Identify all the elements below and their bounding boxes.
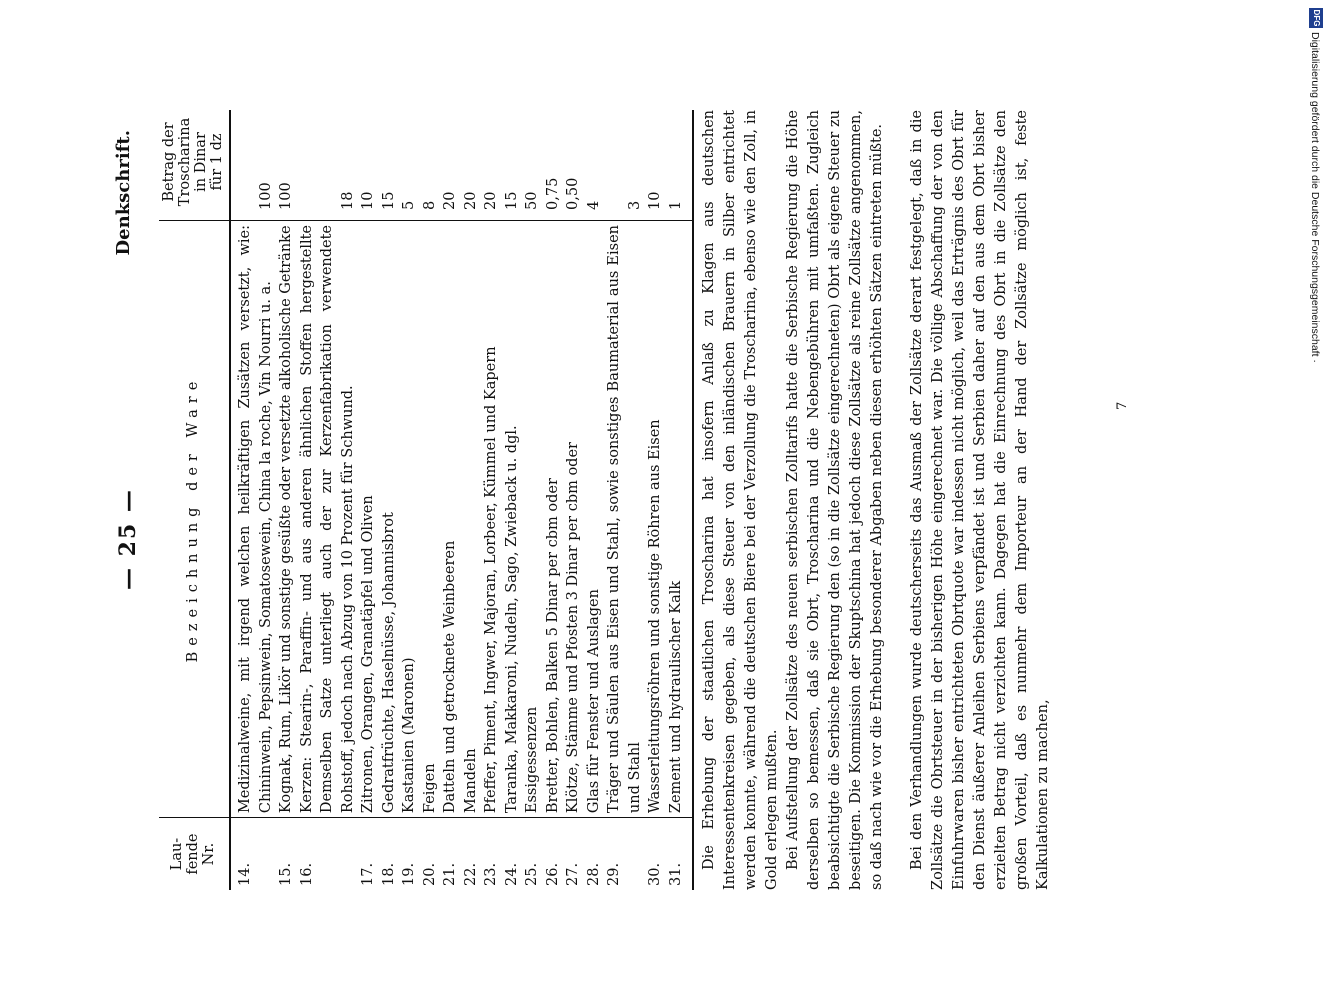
row-amount: 100 — [257, 182, 274, 210]
row-description: Kastanien (Maronen) — [399, 220, 420, 817]
table-row — [461, 110, 482, 890]
row-description: Glas für Fenster und Auslagen — [584, 220, 605, 817]
row-number: 16. — [297, 818, 359, 890]
row-amount: 20 — [442, 191, 458, 210]
table-row — [522, 110, 543, 890]
row-description: Taranka, Makkaroni, Nudeln, Sago, Zwieback u. dgl. — [502, 220, 523, 817]
tariff-table — [159, 110, 694, 890]
sheet-signature: 7 — [1115, 401, 1130, 410]
row-amount: 5 — [401, 200, 417, 210]
col-header-nr: Lau- fende Nr. — [159, 818, 230, 890]
table-row — [399, 110, 420, 890]
row-description: Pfeffer, Piment, Ingwer, Majoran, Lorbeer, Kümmel und Kapern — [481, 220, 502, 817]
row-amount: 0,75 — [544, 177, 561, 210]
table-row — [358, 110, 379, 890]
paragraph: Bei den Verhandlungen wurde deutscherseits das Ausmaß der Zollsätze derart festgelegt, daß in die Zollsätze die Obrtsteuer in der bisherigen Höhe eingerechnet war. Die völlige Abschaffung der von den Einfuhrwaren bisher entrichteten Obrtquote war indessen nicht möglich, weil das Erträgnis des Obrt für den Dienst äußerer Anleihen Serbiens verpfändet ist und Serbien daher auf den aus dem Obrt bisher erzielten Betrag nicht verzichten kann. Dagegen hat die Einrechnung des Obrt in die Zollsätze den großen Vorteil, daß es nunmehr dem Importeur an der Hand der Zollsätze möglich ist, feste Kalkulationen zu machen, — [909, 110, 1051, 890]
row-number: 17. — [358, 818, 379, 890]
row-description: Feigen — [420, 220, 441, 817]
row-number: 31. — [666, 818, 694, 890]
row-number: 22. — [461, 818, 482, 890]
row-description: Kerzen: Stearin-, Paraffin- und aus anderen ähnlichen Stoffen hergestellte Demselben Satze unterliegt auch der zur Kerzenfabrikation verwendete Rohstoff, jedoch nach Abzug von 10 Prozent für Schwund. — [297, 220, 359, 817]
row-description: Klötze, Stämme und Pfosten 3 Dinar per cbm oder — [563, 220, 584, 817]
row-description: Zement und hydraulischer Kalk — [666, 220, 694, 817]
row-number: 21. — [440, 818, 461, 890]
table-row — [604, 110, 645, 890]
row-number: 25. — [522, 818, 543, 890]
row-description: Mandeln — [461, 220, 482, 817]
row-number: 20. — [420, 818, 441, 890]
body-text-2 — [907, 110, 1054, 890]
row-amount: 10 — [360, 191, 376, 210]
table-row — [230, 110, 276, 890]
body-text-1 — [699, 110, 888, 890]
row-number: 29. — [604, 818, 645, 890]
running-head — [107, 110, 147, 890]
row-amount: 8 — [421, 200, 438, 210]
row-number: 27. — [563, 818, 584, 890]
credit-text: Digitalisierung gefördert durch die Deutsche Forschungsgemeinschaft · — [1309, 32, 1321, 363]
row-amount: 100 — [278, 182, 294, 210]
col-header-amount: Betrag der Troscharina in Dinar für 1 dz — [159, 110, 230, 220]
table-row — [543, 110, 564, 890]
row-amount: 18 — [339, 191, 356, 210]
row-amount: 15 — [380, 191, 397, 210]
row-description: Wasserleitungsröhren und sonstige Röhren aus Eisen — [645, 220, 666, 817]
table-row — [276, 110, 297, 890]
col-header-desc: Bezeichnung der Ware — [159, 220, 230, 817]
row-description: Träger und Säulen aus Eisen und Stahl, sowie sonstiges Baumaterial aus Eisen und Stahl — [604, 220, 645, 817]
row-amount: 50 — [524, 191, 540, 210]
row-amount: 4 — [585, 200, 602, 210]
table-row — [481, 110, 502, 890]
row-number: 24. — [502, 818, 523, 890]
row-description: Kognak, Rum, Likör und sonstige gesüßte oder versetzte alkoholische Getränke — [276, 220, 297, 817]
row-number: 28. — [584, 818, 605, 890]
row-description: Datteln und getrocknete Weinbeeren — [440, 220, 461, 817]
table-row — [379, 110, 400, 890]
row-amount: 1 — [667, 200, 684, 210]
row-amount: 20 — [483, 191, 499, 210]
row-number: 23. — [481, 818, 502, 890]
row-amount: 3 — [626, 200, 643, 210]
row-number: 19. — [399, 818, 420, 890]
row-amount: 10 — [647, 191, 663, 210]
row-description: Zitronen, Orangen, Granatäpfel und Oliven — [358, 220, 379, 817]
table-row — [502, 110, 523, 890]
table-row — [645, 110, 666, 890]
table-body — [230, 110, 693, 890]
rotated-page — [107, 110, 1137, 890]
row-number: 30. — [645, 818, 666, 890]
row-amount: 20 — [462, 191, 479, 210]
table-row — [420, 110, 441, 890]
row-description: Gedratfrüchte, Haselnüsse, Johannisbrot — [379, 220, 400, 817]
row-description: Medizinalweine, mit irgend welchen heilkräftigen Zusätzen versetzt, wie: Chininwein, Pepsinwein, Somatosewein, China la roche, Vin Nourri u. a. — [230, 220, 276, 817]
table-row — [440, 110, 461, 890]
row-number: 26. — [543, 818, 564, 890]
row-amount: 15 — [503, 191, 520, 210]
table-row — [666, 110, 694, 890]
row-number: 18. — [379, 818, 400, 890]
page-number: — 25 — — [115, 488, 141, 590]
page-title: Denkschrift. — [113, 130, 134, 256]
row-number: 15. — [276, 818, 297, 890]
digitization-credit — [1305, 8, 1324, 398]
paragraph: Bei Aufstellung der Zollsätze des neuen serbischen Zolltarifs hatte die Serbische Regierung die Höhe derselben so bemessen, daß sie Obrt, Troscharina und die Nebengebühren mit umfaßten. Zugleich beabsichtigte die Serbische Regierung den (so in die Zollsätze eingerechneten) Obrt als eigene Steuer zu beseitigen. Die Kommission der Skuptschina hat jedoch diese Zollsätze als reine Zollsätze angenommen, so daß nach wie vor die Erhebung besonderer Abgaben neben diesen erhöhten Sätzen eintreten müßte. — [785, 110, 885, 890]
table-row — [563, 110, 584, 890]
paragraph: Die Erhebung der staatlichen Troscharina hat insofern Anlaß zu Klagen aus deutschen Interessentenkreisen gegeben, als diese Steuer von den inländischen Brauern in Silber entrichtet werden konnte, während die deutschen Biere bei der Verzollung die Troscharina, ebenso wie den Zoll, in Gold erlegen mußten. — [701, 110, 780, 890]
table-row — [297, 110, 359, 890]
dfg-logo: DFG — [1309, 8, 1323, 28]
table-row — [584, 110, 605, 890]
row-number: 14. — [230, 818, 276, 890]
row-description: Bretter, Bohlen, Balken 5 Dinar per cbm oder — [543, 220, 564, 817]
row-amount: 0,50 — [565, 177, 581, 210]
row-description: Essigessenzen — [522, 220, 543, 817]
